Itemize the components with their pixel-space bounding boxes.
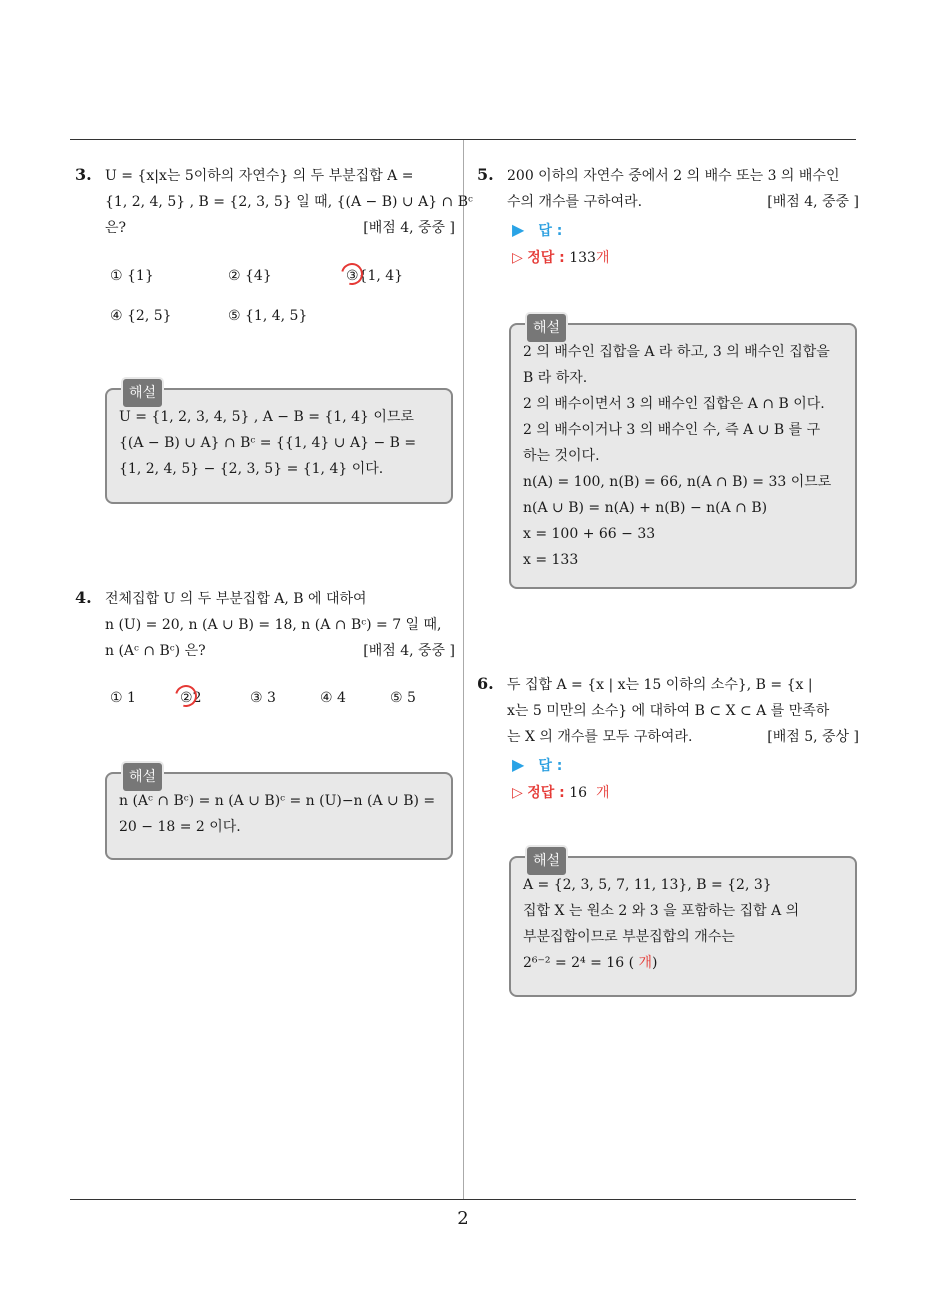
explanation-line: 2⁶⁻² = 2⁴ = 16 ( 개) — [523, 955, 658, 971]
answer-input-row-q6[interactable] — [512, 755, 562, 775]
correct-label: 정답 : — [527, 785, 565, 801]
question-number: 4. — [75, 588, 92, 607]
explanation-line: 부분집합이므로 부분집합의 개수는 — [523, 929, 735, 945]
explanation-line: 집합 X 는 원소 2 와 3 을 포함하는 집합 A 의 — [523, 903, 800, 919]
play-triangle-icon: ▶ — [512, 220, 525, 239]
score-label: [배점 4, 중중 ] — [363, 643, 455, 659]
explanation-line: 2 의 배수이거나 3 의 배수인 수, 즉 A ∪ B 를 구 — [523, 422, 821, 438]
choice-3[interactable]: ③{1, 4} — [346, 268, 403, 284]
question-text-line: 전체집합 U 의 두 부분집합 A, B 에 대하여 — [105, 591, 367, 607]
question-text-line: n (U) = 20, n (A ∪ B) = 18, n (A ∩ Bᶜ) = 7 일 때, — [105, 617, 442, 633]
answer-label: 답 : — [538, 758, 563, 774]
explanation-tag: 해설 — [525, 312, 568, 344]
explanation-line: x = 133 — [523, 552, 579, 568]
correct-unit: 개 — [595, 785, 610, 801]
choice-1[interactable]: ① 1 — [110, 690, 136, 706]
question-text-line: {1, 2, 4, 5} , B = {2, 3, 5} 일 때, {(A − B) ∪ A} ∩ Bᶜ — [105, 194, 473, 210]
explanation-tag: 해설 — [121, 377, 164, 409]
explanation-line: 2 의 배수이면서 3 의 배수인 집합은 A ∩ B 이다. — [523, 396, 825, 412]
question-number: 3. — [75, 165, 92, 184]
answer-input-row-q5[interactable] — [512, 220, 562, 240]
explanation-box-q4 — [105, 769, 453, 860]
correct-answer-q5 — [512, 247, 609, 267]
page-number: 2 — [457, 1208, 469, 1229]
question-4 — [75, 585, 455, 664]
choice-5[interactable]: ⑤ {1, 4, 5} — [228, 308, 308, 324]
question-text-line: 두 집합 A = {x | x는 15 이하의 소수}, B = {x | — [507, 677, 813, 693]
choice-1[interactable]: ① {1} — [110, 268, 154, 284]
answer-label: 답 : — [538, 223, 563, 239]
question-text-line: U = {x|x는 5이하의 자연수} 의 두 부분집합 A = — [105, 168, 414, 184]
choice-5[interactable]: ⑤ 5 — [390, 690, 416, 706]
explanation-line: U = {1, 2, 3, 4, 5} , A − B = {1, 4} 이므로 — [119, 409, 414, 425]
explanation-tag: 해설 — [525, 845, 568, 877]
explanation-line: n (Aᶜ ∩ Bᶜ) = n (A ∪ B)ᶜ = n (U)−n (A ∪ B) = — [119, 793, 436, 809]
score-label: [배점 4, 중중 ] — [363, 220, 455, 236]
choice-3[interactable]: ③ 3 — [250, 690, 276, 706]
question-number: 6. — [477, 674, 494, 693]
explanation-line: A = {2, 3, 5, 7, 11, 13}, B = {2, 3} — [523, 877, 772, 893]
bottom-rule — [70, 1199, 856, 1200]
correct-value: 16 — [569, 785, 588, 801]
correct-unit: 개 — [595, 250, 610, 266]
correct-label: 정답 : — [527, 250, 565, 266]
choices-q4 — [110, 690, 450, 714]
question-text-line: 수의 개수를 구하여라. — [507, 194, 643, 210]
choice-4[interactable]: ④ 4 — [320, 690, 346, 706]
outline-triangle-icon: ▷ — [512, 785, 523, 801]
choice-4[interactable]: ④ {2, 5} — [110, 308, 172, 324]
question-text-line: 200 이하의 자연수 중에서 2 의 배수 또는 3 의 배수인 — [507, 168, 840, 184]
question-text-line: x는 5 미만의 소수} 에 대하여 B ⊂ X ⊂ A 를 만족하 — [507, 703, 830, 719]
choice-2[interactable]: ② {4} — [228, 268, 272, 284]
explanation-line: 2 의 배수인 집합을 A 라 하고, 3 의 배수인 집합을 — [523, 344, 830, 360]
score-label: [배점 4, 중중 ] — [767, 194, 859, 210]
explanation-line: n(A) = 100, n(B) = 66, n(A ∩ B) = 33 이므로 — [523, 474, 832, 490]
question-text-line: n (Aᶜ ∩ Bᶜ) 은? — [105, 643, 206, 659]
question-number: 5. — [477, 165, 494, 184]
explanation-box-q6 — [509, 853, 857, 997]
explanation-line: {(A − B) ∪ A} ∩ Bᶜ = {{1, 4} ∪ A} − B = — [119, 435, 417, 451]
column-divider — [463, 140, 464, 1200]
explanation-line: {1, 2, 4, 5} − {2, 3, 5} = {1, 4} 이다. — [119, 461, 384, 477]
play-triangle-icon: ▶ — [512, 755, 525, 774]
choice-2[interactable]: ②2 — [180, 690, 201, 706]
correct-answer-q6 — [512, 782, 609, 802]
explanation-line: x = 100 + 66 − 33 — [523, 526, 656, 542]
score-label: [배점 5, 중상 ] — [767, 729, 859, 745]
explanation-box-q3 — [105, 385, 453, 504]
explanation-line: B 라 하자. — [523, 370, 588, 386]
explanation-line: 하는 것이다. — [523, 448, 600, 464]
choices-q3 — [110, 268, 450, 328]
question-text-line: 은? — [105, 220, 127, 236]
question-3 — [75, 162, 473, 241]
outline-triangle-icon: ▷ — [512, 250, 523, 266]
explanation-line: 20 − 18 = 2 이다. — [119, 819, 241, 835]
selected-circle-mark — [337, 259, 367, 289]
question-6 — [477, 671, 859, 750]
explanation-tag: 해설 — [121, 761, 164, 793]
explanation-box-q5 — [509, 320, 857, 589]
question-5 — [477, 162, 859, 215]
explanation-unit: 개 — [638, 955, 653, 971]
correct-value: 133 — [569, 250, 596, 266]
explanation-line: n(A ∪ B) = n(A) + n(B) − n(A ∩ B) — [523, 500, 768, 516]
selected-circle-mark — [171, 681, 201, 711]
question-text-line: 는 X 의 개수를 모두 구하여라. — [507, 729, 693, 745]
